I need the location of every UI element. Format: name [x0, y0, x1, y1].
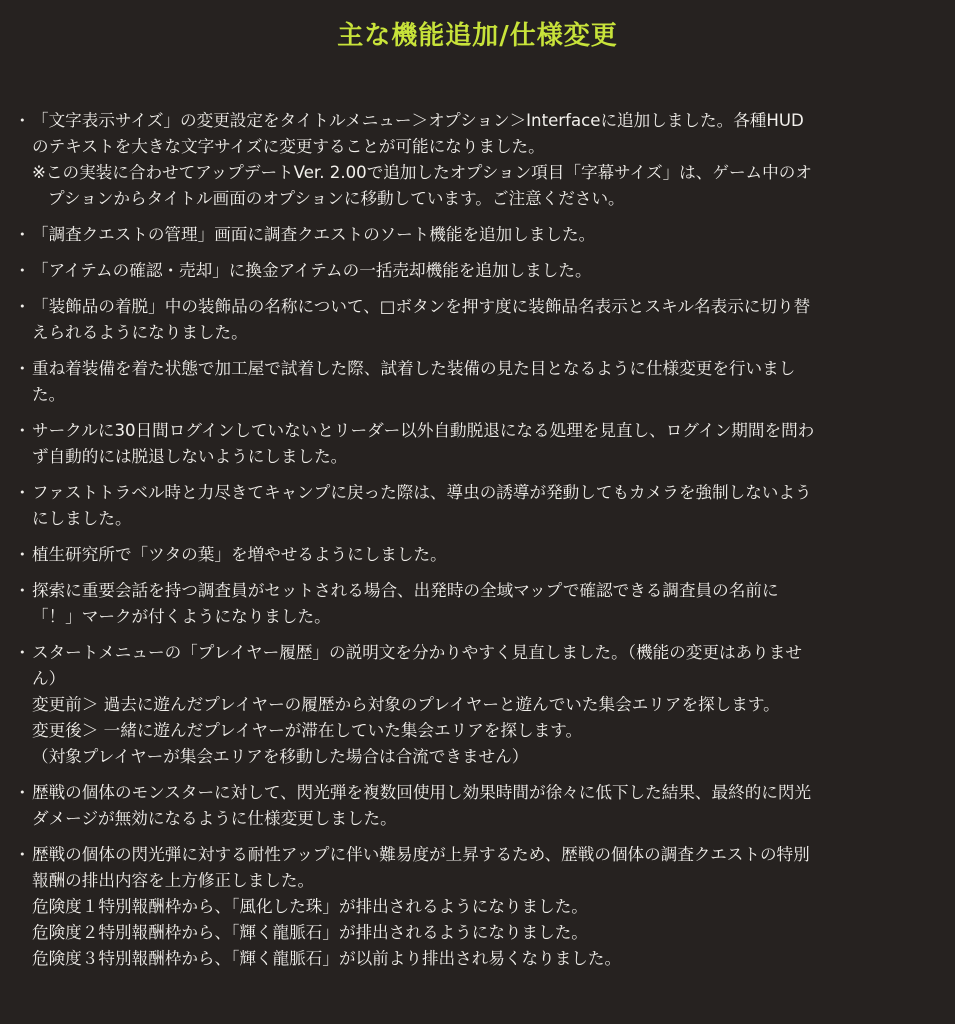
note-line: 変更前＞ 過去に遊んだプレイヤーの履歴から対象のプレイヤーと遊んでいた集会エリアを探します。 [32, 695, 780, 714]
note-line: ・ 「調査クエストの管理」画面に調査クエストのソート機能を追加しました。 [32, 225, 596, 244]
note-line: 危険度２特別報酬枠から、「輝く龍脈石」が排出されるようになりました。 [32, 923, 588, 942]
note-line: ・ スタートメニューの「プレイヤー履歴」の説明文を分かりやすく見直しました。（機能の変更はありませ [32, 643, 802, 662]
note-line: えられるようになりました。 [32, 323, 248, 342]
list-item [14, 480, 945, 532]
list-item [14, 578, 945, 630]
note-line: ・ 「装飾品の着脱」中の装飾品の名称について、□ボタンを押す度に装飾品名表示とスキル名表示に切り替 [32, 297, 811, 316]
note-line: ダメージが無効になるように仕様変更しました。 [32, 809, 397, 828]
note-line: た。 [32, 385, 66, 404]
note-line: 変更後＞ 一緒に遊んだプレイヤーが滞在していた集会エリアを探します。 [32, 721, 583, 740]
list-item [14, 780, 945, 832]
note-line: ん） [32, 669, 66, 688]
note-line: ※この実装に合わせてアップデートVer. 2.00で追加したオプション項目「字幕サイズ」は、ゲーム中のオ [32, 163, 812, 182]
note-line: ・ 歴戦の個体のモンスターに対して、閃光弾を複数回使用し効果時間が徐々に低下した結果、最終的に閃光 [32, 783, 812, 802]
note-line: プションからタイトル画面のオプションに移動しています。ご注意ください。 [48, 189, 625, 208]
note-line: ・ 「文字表示サイズ」の変更設定をタイトルメニュー＞オプション＞Interfaceに追加しました。各種HUD [32, 111, 804, 130]
notes-list [14, 108, 945, 982]
list-item [14, 222, 945, 248]
note-line: ・ ファストトラベル時と力尽きてキャンプに戻った際は、導虫の誘導が発動してもカメラを強制しないよう [32, 483, 812, 502]
list-item [14, 108, 945, 212]
note-line: 「！」マークが付くようになりました。 [32, 607, 331, 626]
note-line: ず自動的には脱退しないようにしました。 [32, 447, 348, 466]
note-line: 危険度３特別報酬枠から、「輝く龍脈石」が以前より排出され易くなりました。 [32, 949, 622, 968]
list-item [14, 842, 945, 972]
list-item [14, 258, 945, 284]
note-line: ・ 重ね着装備を着た状態で加工屋で試着した際、試着した装備の見た目となるように仕様変更を行いまし [32, 359, 796, 378]
note-line: ・ 植生研究所で「ツタの葉」を増やせるようにしました。 [32, 545, 447, 564]
note-line: ・ サークルに30日間ログインしていないとリーダー以外自動脱退になる処理を見直し、ログイン期間を問わ [32, 421, 815, 440]
note-line: 報酬の排出内容を上方修正しました。 [32, 871, 315, 890]
note-line: （対象プレイヤーが集会エリアを移動した場合は合流できません） [32, 747, 529, 766]
list-item [14, 356, 945, 408]
note-line: ・ 探索に重要会話を持つ調査員がセットされる場合、出発時の全域マップで確認できる調査員の名前に [32, 581, 779, 600]
note-line: のテキストを大きな文字サイズに変更することが可能になりました。 [32, 137, 545, 156]
page-title: 主な機能追加/仕様変更 [337, 21, 618, 51]
list-item [14, 640, 945, 770]
list-item [14, 294, 945, 346]
list-item [14, 542, 945, 568]
note-line: ・ 歴戦の個体の閃光弾に対する耐性アップに伴い難易度が上昇するため、歴戦の個体の調査クエストの特別 [32, 845, 810, 864]
note-line: にしました。 [32, 509, 132, 528]
list-item [14, 418, 945, 470]
note-line: 危険度１特別報酬枠から、「風化した珠」が排出されるようになりました。 [32, 897, 588, 916]
note-line: ・ 「アイテムの確認・売却」に換金アイテムの一括売却機能を追加しました。 [32, 261, 592, 280]
